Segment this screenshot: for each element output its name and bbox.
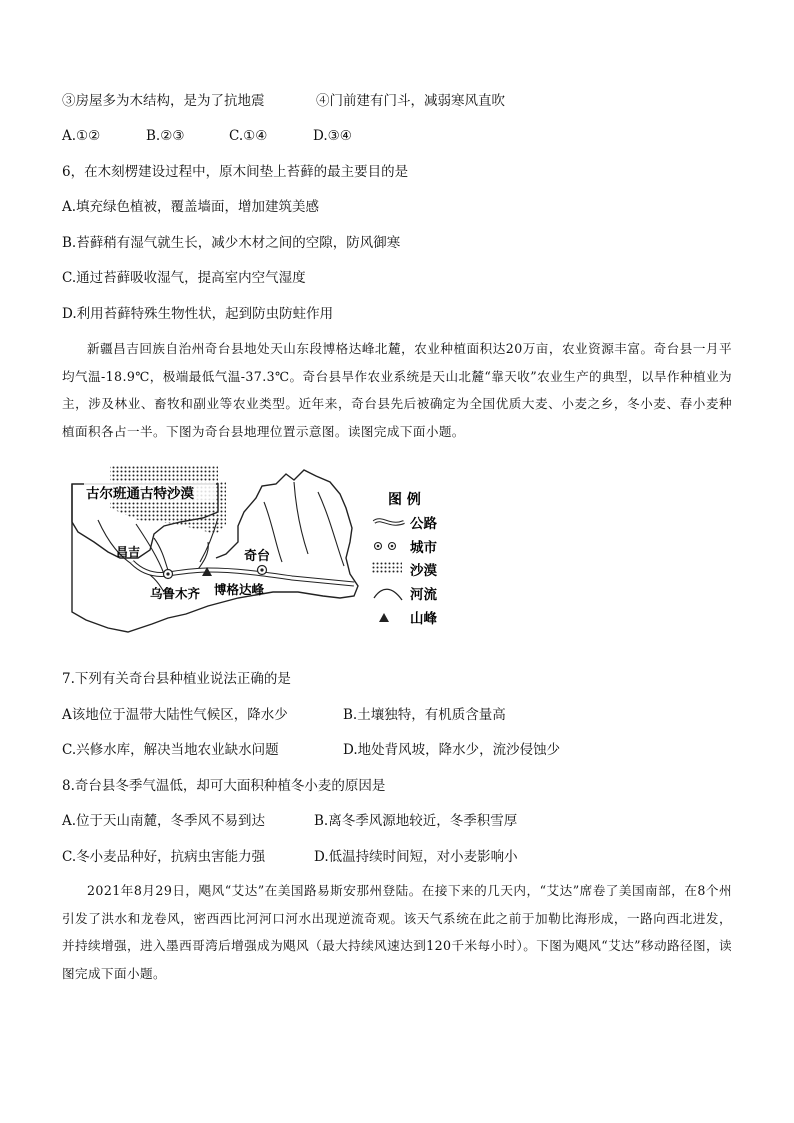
q6-option-c: C.通过苔藓吸收湿气，提高室内空气湿度 bbox=[62, 270, 306, 286]
legend-title: 图 例 bbox=[388, 492, 421, 508]
legend-desert-symbol bbox=[372, 562, 402, 574]
desert-label: 古尔班通古特沙漠 bbox=[86, 486, 194, 502]
q8-option-c: C.冬小麦品种好，抗病虫害能力强 bbox=[62, 849, 266, 865]
legend-city: 城市 bbox=[410, 540, 437, 556]
q6-option-d: D.利用苔藓特殊生物性状，起到防虫防蛀作用 bbox=[62, 306, 334, 322]
qitai-passage: 新疆昌吉回族自治州奇台县地处天山东段博格达峰北麓，农业种植面积达20万亩，农业资源丰富。奇台县一月平均气温-18.9℃，极端最低气温-37.3℃。奇台县旱作农业系统是天山北麓“靠天收”农业生产的典型，以旱作种植业为主，涉及林业、畜牧和副业等农业类型。近年来，奇台县先后被确定为全国优质大麦、小麦之乡，冬小麦、春小麦种植面积各占一半。下图为奇台县地理位置示意图。读图完成下面小题。 bbox=[62, 341, 732, 439]
qitai-location-map bbox=[68, 462, 458, 640]
q5-statement-4: ④门前建有门斗，减弱寒风直吹 bbox=[316, 93, 505, 109]
q5-option-a: A.①② bbox=[62, 128, 101, 144]
qitai-label: 奇台 bbox=[244, 549, 271, 564]
hurricane-passage: 2021年8月29日，飓风“艾达”在美国路易斯安那州登陆。在接下来的几天内，“艾达”席卷了美国南部，在8个州引发了洪水和龙卷风，密西西比河河口河水出现逆流奇观。该天气系统在此之前于加勒比海形成，一路向西北进发，并持续增强，进入墨西哥湾后增强成为飓风（最大持续风速达到120千米每小时）。下图为飓风“艾达”移动路径图，读图完成下面小题。 bbox=[62, 883, 733, 981]
map-legend bbox=[372, 491, 437, 627]
legend-river-symbol bbox=[374, 589, 402, 600]
q6-stem: 6，在木刻楞建设过程中，原木间垫上苔藓的最主要目的是 bbox=[62, 164, 409, 180]
urumqi-label: 乌鲁木齐 bbox=[150, 586, 201, 601]
q5-option-c: C.①④ bbox=[229, 128, 268, 144]
q6-option-b: B.苔藓稍有湿气就生长，减少木材之间的空隙，防风御寒 bbox=[62, 235, 401, 251]
legend-road: 公路 bbox=[410, 516, 437, 532]
q7-stem: 7.下列有关奇台县种植业说法正确的是 bbox=[62, 671, 291, 687]
q8-option-d: D.低温持续时间短，对小麦影响小 bbox=[314, 849, 518, 865]
legend-peak: 山峰 bbox=[410, 611, 437, 627]
q8-option-a: A.位于天山南麓，冬季风不易到达 bbox=[62, 813, 266, 829]
q5-option-d: D.③④ bbox=[313, 128, 352, 144]
changji-label: 昌吉 bbox=[116, 545, 141, 559]
q7-option-c: C.兴修水库，解决当地农业缺水问题 bbox=[62, 742, 279, 758]
q7-option-b: B.土壤独特，有机质含量高 bbox=[343, 707, 506, 723]
bogda-label: 博格达峰 bbox=[214, 582, 265, 597]
q6-option-a: A.填充绿色植被，覆盖墙面，增加建筑美感 bbox=[62, 199, 320, 215]
legend-peak-symbol bbox=[379, 613, 389, 622]
q7-option-a: A该地位于温带大陆性气候区，降水少 bbox=[62, 707, 288, 723]
q8-stem: 8.奇台县冬季气温低，却可大面积种植冬小麦的原因是 bbox=[62, 778, 386, 794]
q5-option-b: B.②③ bbox=[146, 128, 185, 144]
legend-desert: 沙漠 bbox=[410, 563, 437, 579]
legend-river: 河流 bbox=[410, 587, 437, 603]
q7-option-d: D.地处背风坡，降水少，流沙侵蚀少 bbox=[343, 742, 561, 758]
q5-statement-3: ③房屋多为木结构，是为了抗地震 bbox=[62, 93, 265, 109]
q8-option-b: B.离冬季风源地较近，冬季积雪厚 bbox=[314, 813, 518, 829]
